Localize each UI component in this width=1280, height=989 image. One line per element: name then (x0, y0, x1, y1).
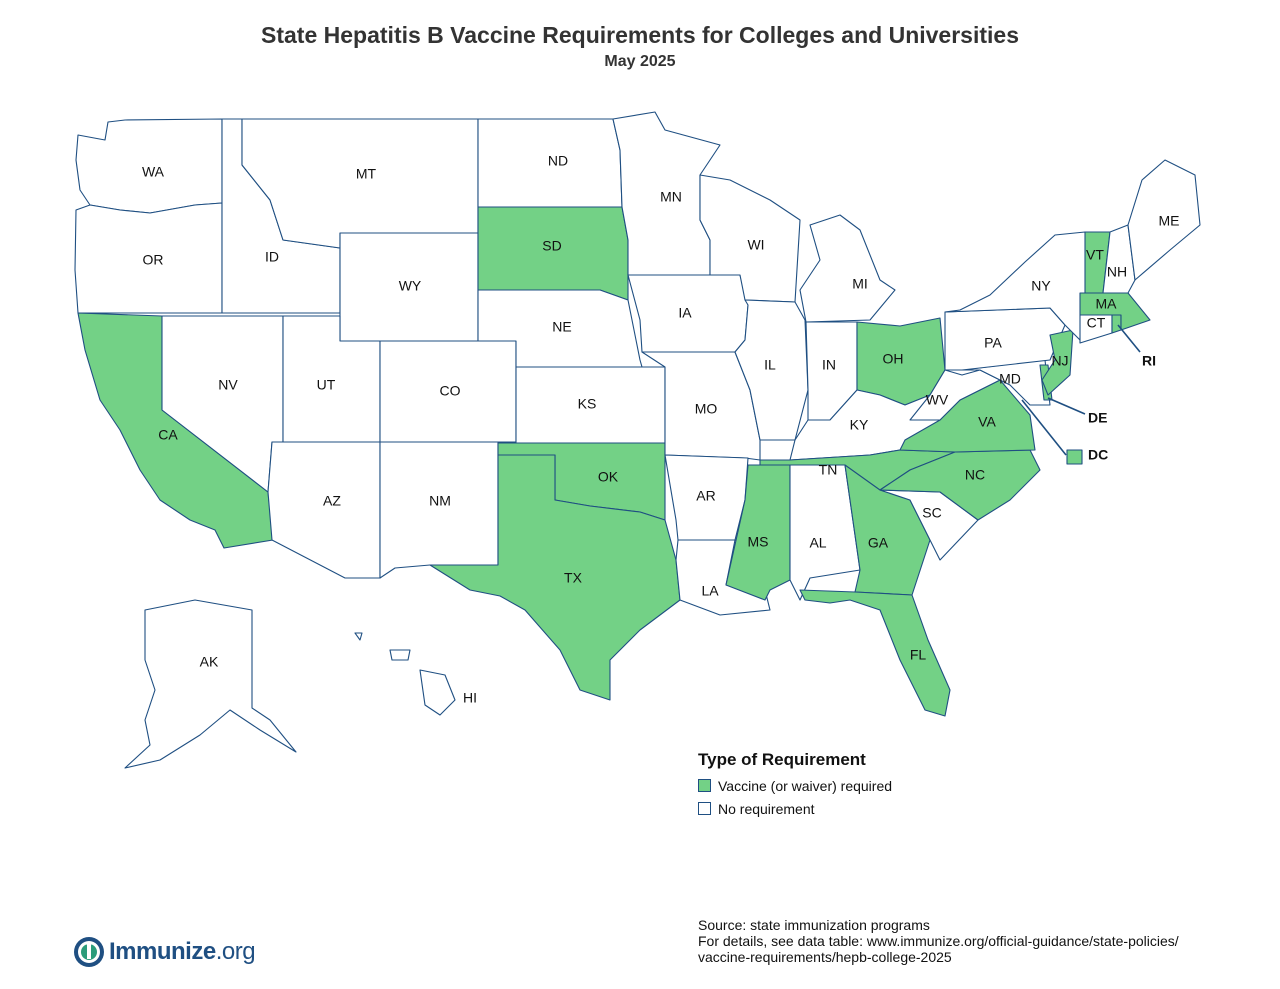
state-label-sc: SC (922, 504, 942, 521)
state-label-mi: MI (852, 275, 868, 292)
state-label-nd: ND (547, 152, 569, 169)
state-az (268, 442, 380, 578)
state-label-pa: PA (984, 334, 1002, 351)
state-label-al: AL (809, 534, 827, 551)
state-label-hi: HI (463, 689, 477, 706)
source-line-1: Source: state immunization programs (698, 917, 930, 933)
state-label-ca: CA (158, 426, 178, 443)
source-line-3: vaccine-requirements/hepb-college-2025 (698, 949, 952, 965)
legend (698, 750, 892, 820)
immunize-logo-icon (73, 936, 105, 968)
state-label-nh: NH (1106, 263, 1128, 280)
state-ak (125, 600, 296, 768)
callout-label-de: DE (1088, 409, 1108, 426)
state-label-ma: MA (1095, 295, 1117, 312)
state-label-me: ME (1158, 212, 1180, 229)
state-label-ct: CT (1086, 314, 1106, 331)
state-label-or: OR (142, 251, 164, 268)
legend-item-required (698, 774, 892, 797)
state-label-mt: MT (355, 165, 377, 182)
state-label-ut: UT (316, 376, 336, 393)
state-label-nc: NC (964, 466, 986, 483)
state-label-ia: IA (678, 304, 692, 321)
legend-swatch-required (698, 779, 711, 792)
state-dc (1067, 450, 1082, 464)
state-label-nm: NM (429, 492, 451, 509)
state-label-ne: NE (552, 318, 572, 335)
state-label-in: IN (822, 356, 836, 373)
state-label-wy: WY (398, 277, 422, 294)
state-label-ms: MS (747, 533, 769, 550)
legend-title: Type of Requirement (698, 750, 866, 769)
state-label-tx: TX (564, 569, 582, 586)
map-title: State Hepatitis B Vaccine Requirements for Colleges and Universities (261, 22, 1019, 48)
state-label-wa: WA (141, 163, 165, 180)
state-fl (800, 590, 950, 716)
source-note (698, 917, 1179, 965)
logo-wordmark: Immunize.org (109, 938, 256, 965)
state-label-mo: MO (694, 400, 718, 417)
state-label-mn: MN (660, 188, 682, 205)
state-pa (945, 308, 1065, 370)
state-label-ny: NY (1031, 277, 1051, 294)
callout-line-ri (1118, 325, 1140, 352)
state-label-il: IL (764, 356, 776, 373)
state-label-co: CO (439, 382, 461, 399)
state-label-wv: WV (925, 391, 949, 408)
state-label-ga: GA (867, 534, 889, 551)
state-label-wi: WI (747, 236, 765, 253)
state-label-oh: OH (882, 350, 904, 367)
state-label-va: VA (978, 413, 996, 430)
legend-label-required: Vaccine (or waiver) required (718, 777, 893, 794)
state-label-ky: KY (849, 416, 869, 433)
state-label-az: AZ (323, 492, 341, 509)
callout-label-ri: RI (1142, 352, 1156, 369)
state-label-vt: VT (1086, 246, 1104, 263)
state-label-ar: AR (696, 487, 716, 504)
callout-label-dc: DC (1088, 446, 1109, 463)
state-label-tn: TN (818, 461, 838, 478)
legend-swatch-none (698, 802, 711, 815)
state-label-nj: NJ (1051, 352, 1069, 369)
state-label-sd: SD (542, 237, 562, 254)
callout-line-de (1048, 398, 1085, 414)
state-label-nv: NV (218, 376, 238, 393)
state-label-ks: KS (577, 395, 597, 412)
state-label-la: LA (701, 582, 719, 599)
state-label-id: ID (265, 248, 279, 265)
source-line-2: For details, see data table: www.immunize.org/official-guidance/state-policies/ (698, 933, 1179, 949)
state-ri (1112, 315, 1121, 333)
state-nm (380, 442, 498, 578)
state-label-ak: AK (199, 653, 219, 670)
map-subtitle: May 2025 (604, 53, 676, 70)
state-label-md: MD (999, 370, 1021, 387)
state-label-fl: FL (909, 646, 927, 663)
immunize-logo (73, 936, 255, 968)
state-label-ok: OK (597, 468, 619, 485)
legend-item-none (698, 797, 892, 820)
legend-label-none: No requirement (718, 800, 815, 817)
state-mi (800, 215, 895, 322)
state-hi (355, 633, 455, 715)
